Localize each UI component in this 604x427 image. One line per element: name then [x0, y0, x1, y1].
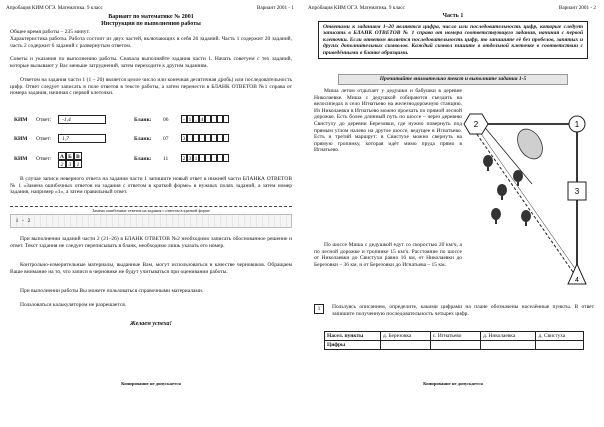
example2-kim: КИМ: [14, 136, 28, 142]
example1-answer-field: [58, 115, 106, 124]
question-text: Пользуясь описанием, определите, какими цифрами на плане обозначены населённые пункты. В ответ запишите полученную последовательность четырех цифр.: [332, 304, 594, 317]
example1-answer-label: Ответ:: [36, 117, 52, 123]
example3-letter: В: [74, 152, 82, 160]
tree-icon: [497, 184, 507, 200]
example3-answer-label: Ответ:: [36, 156, 52, 162]
example3-digit: 2: [58, 160, 66, 168]
work-characteristics: Характеристика работы. Работа состоит из двух частей, включающих в себя 26 заданий. Часть 1 содержит 20 заданий, часть 2 содержит 6 заданий с развернутым ответом.: [10, 36, 292, 49]
copy-footer: Копирование не допускается: [423, 381, 483, 386]
answer-table: [324, 331, 584, 350]
tree-icon: [513, 170, 523, 186]
page-header: [308, 5, 596, 11]
example2-num: 07: [163, 136, 169, 142]
example3-digit: 3: [66, 160, 74, 168]
replace-strip: [10, 214, 292, 228]
table-cell-empty[interactable]: [481, 341, 536, 350]
paragraph-part2: При выполнении заданий части 2 (21–26) в БЛАНК ОТВЕТОВ №2 необходимо записать обоснованное решение и ответ. Текст задания не следует переписывать в бланк, необходимо лишь указать его номер.: [10, 236, 292, 249]
part1-instruction: Ответами к заданиям 1–20 являются цифра, число или последовательность цифр, которые следует записать в БЛАНК ОТВЕТОВ № 1 справа от номера соответствующего задания, начиная с первой клеточки. Если ответом является последовательность цифр, то запишите её без пробелов, запятых и других дополнительных символов. Каждый символ пишите в отдельной клеточке в соответствии с приведёнными в бланке образцами.: [318, 21, 588, 59]
example2-answer: 1,7: [62, 136, 69, 142]
replace-cell: 1: [15, 218, 19, 224]
table-cell-empty[interactable]: [536, 341, 584, 350]
wish-text: Желаем успеха!: [130, 321, 172, 327]
variant-title: Вариант по математике № 2001: [108, 14, 194, 20]
total-time: Общее время работы – 235 минут.: [10, 29, 90, 35]
replace-divider: [10, 206, 292, 207]
replace-title: Замена ошибочных ответов на задания с ответом в краткой форме: [92, 208, 210, 213]
pond: [512, 125, 547, 164]
example3-cell: 2: [182, 156, 186, 162]
village-map: [460, 104, 600, 300]
example1-kim: КИМ: [14, 117, 28, 123]
table-cell-empty[interactable]: [381, 341, 431, 350]
paragraph-replace: В случае записи неверного ответа на задания части 1 запишите новый ответ в нижней части БЛАНКА ОТВЕТОВ № 1 «Замена ошибочных ответов на задания с ответом в краткой форме» в нужных полях заданий, а затем номер задания, например «1», а затем правильный ответ.: [10, 176, 292, 196]
table-header: Цифры: [325, 341, 381, 350]
example3-cell: 3: [188, 156, 192, 162]
example1-cell: [223, 115, 229, 123]
table-row: [325, 341, 584, 350]
paragraph-reference: При выполнении работы Вы можете пользоваться справочными материалами.: [20, 288, 204, 294]
read-banner: Прочитайте внимательно текст и выполните задания 1-5: [338, 74, 568, 85]
example1-answer: -1,4: [62, 117, 71, 123]
header-right: Вариант 2001 - 1: [256, 5, 294, 11]
copy-footer: Копирование не допускается: [121, 381, 181, 386]
header-left: Апробация КИМ ОГЭ. Математика. 9 класс: [6, 5, 103, 11]
example3-letter: Б: [66, 152, 74, 160]
tree-icon: [491, 208, 501, 224]
task-text-1: Миша летом отдыхает у дедушки и бабушки в деревне Николаевке. Миша с дедушкой собираются съездить на велосипедах в село Игнатьево на железнодорожную станцию. Из Николаевки в Игнатьево можно проехать по прямой лесной дорожке. Есть более длинный путь по шоссе – через деревню Свистуху до деревни Березовки, где нужно повернуть под прямым углом налево на другое шоссе, ведущее в Игнатьево. Есть и третий маршрут: в Свистухе можно свернуть на прямую тропинку, которая идёт мимо пруда прямо в Игнатьево.: [314, 88, 462, 154]
example1-cell: ,: [193, 115, 199, 123]
table-cell-empty[interactable]: [430, 341, 480, 350]
example3-letter: А: [58, 152, 66, 160]
example1-num: 06: [163, 117, 169, 123]
tree-icon: [521, 210, 531, 226]
instruction-title: Инструкция по выполнению работы: [101, 21, 201, 27]
example2-cell: [223, 134, 229, 142]
question-number: 1: [314, 304, 324, 314]
paragraph-calculator: Пользоваться калькулятором не разрешается.: [20, 302, 127, 308]
example1-cell: -: [181, 115, 187, 123]
map-label-2: 3: [574, 187, 580, 196]
example3-cell: 1: [194, 156, 198, 162]
table-cell: с. Игнатьево: [430, 332, 480, 341]
paragraph-drafts: Контрольно-измерительные материалы, выданные Вам, могут использоваться в качестве черновиков. Обращаем Ваше внимание на то, что записи в черновике не будут учитываться при оценивании работы.: [10, 262, 292, 275]
example1-cell: 1: [188, 117, 192, 123]
replace-cell: -: [22, 218, 24, 224]
header-left: Апробация КИМ ОГЭ. Математика. 9 класс: [308, 5, 405, 11]
part-title: Часть 1: [442, 13, 464, 19]
table-row: [325, 332, 584, 341]
map-label-3: 4: [575, 277, 579, 284]
tree-icon: [483, 155, 493, 171]
header-right: Вариант 2001 - 2: [558, 5, 596, 11]
example3-blank-label: Бланк:: [134, 156, 152, 162]
map-label-1: 2: [473, 120, 479, 129]
example1-blank-label: Бланк:: [134, 117, 152, 123]
example3-kim: КИМ: [14, 156, 28, 162]
replace-cell: 2: [27, 218, 31, 224]
example2-answer-label: Ответ:: [36, 136, 52, 142]
example3-cell: [223, 154, 229, 162]
table-cell: д. Березовка: [381, 332, 431, 341]
paragraph-answers: Ответом на задания части 1 (1 – 20) является целое число или конечная десятичная дробь) или последовательность цифр. Ответ следует записать в поле ответов в тексте работы, а затем перенести в БЛАНК ОТВЕТОВ №1 справа от номера задания, начиная с первой клеточки.: [10, 77, 292, 97]
page-header: [6, 5, 294, 11]
example2-answer-field: [58, 134, 106, 143]
work-advice: Советы и указания по выполнению работы. Сначала выполняйте задания части 1. Начать советуем с тех заданий, которые вызывают у Вас меньше затруднений, затем переходите к другим заданиям.: [10, 56, 292, 69]
example3-num: 11: [163, 156, 169, 162]
task-text-2: По шоссе Миша с дедушкой едут со скоростью 20 км/ч, а по лесной дорожке и тропинке 15 км/ч. Расстояние по шоссе от Николаевки до Свистухи равно 16 км, от Николаевки до Березовки – 36 км, и от Березовки до Игнатьева – 15 км.: [314, 242, 462, 268]
table-header: Насел. пункты: [325, 332, 381, 341]
page-right: [302, 0, 604, 427]
example3-digit: 1: [74, 160, 82, 168]
table-cell: д. Свистуха: [536, 332, 584, 341]
example2-blank-label: Бланк:: [134, 136, 152, 142]
table-cell: д. Николаевка: [481, 332, 536, 341]
example1-cell: 4: [200, 117, 204, 123]
example2-cell: 3: [182, 136, 186, 142]
map-label-0: 1: [574, 120, 580, 129]
